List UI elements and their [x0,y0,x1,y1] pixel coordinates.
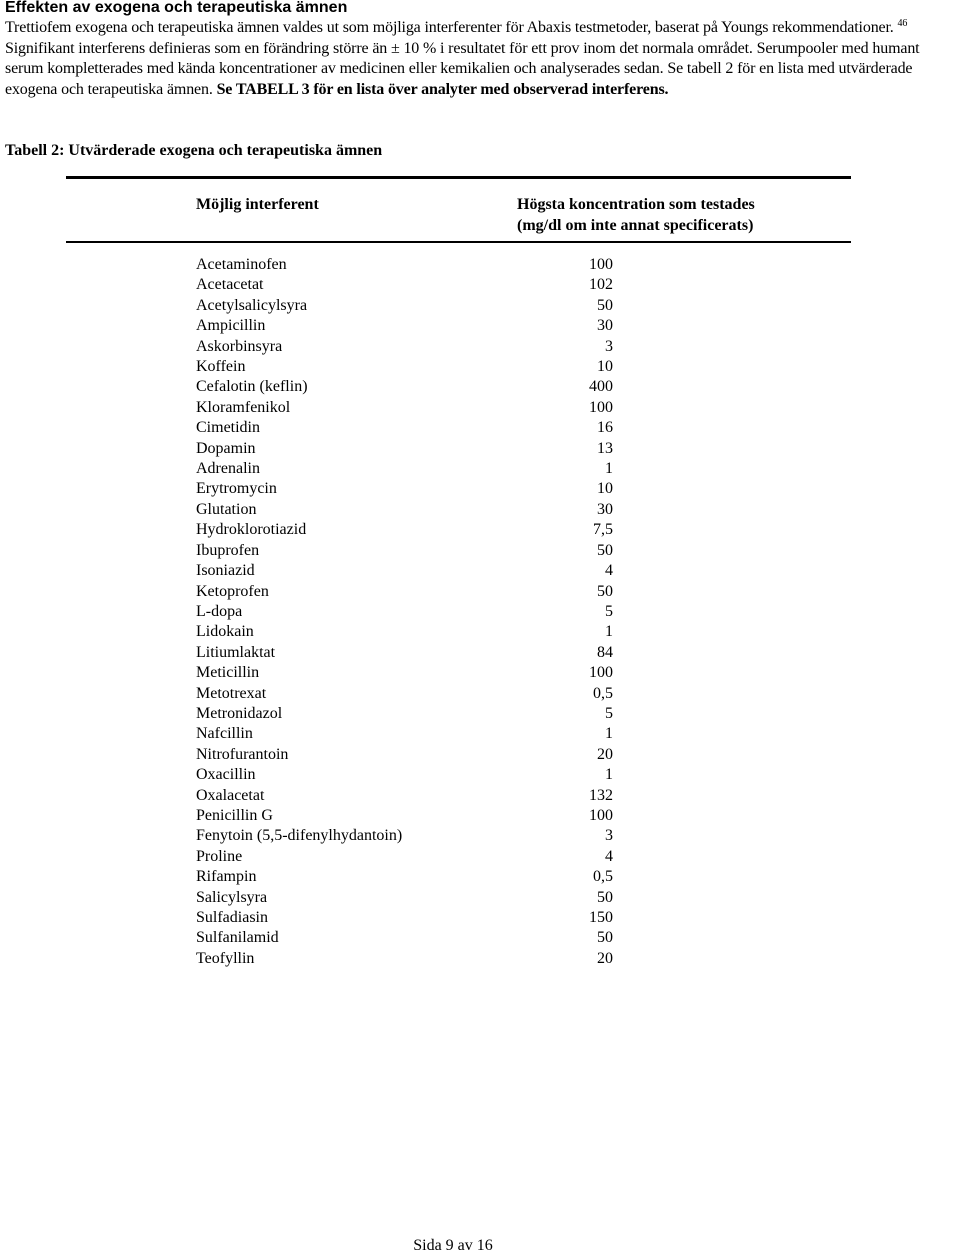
interferent-name: Kloramfenikol [196,398,291,416]
max-concentration-value: 400 [589,378,613,396]
intro-text-2: Signifikant interferens definieras som en förändring större än ± 10 % i resultatet för ett prov inom det normala området. Serumpooler med humant serum kompletterades med kända koncentrationer av medicinen eller kemikalien och analyserades sedan. Se tabell 2 för en lista med utvärderade exogena och terapeutiska ämnen. [5,39,920,98]
table-row [196,296,616,316]
interferent-name: Askorbinsyra [196,337,283,355]
reference-number: 46 [897,18,908,29]
max-concentration-value: 5 [605,602,613,620]
max-concentration-value: 7,5 [593,521,613,539]
max-concentration-value: 1 [605,623,613,641]
table-row [196,724,616,744]
table-row [196,418,616,438]
table-row [196,275,616,295]
interferent-name: Proline [196,847,243,865]
interferent-name: Dopamin [196,439,256,457]
max-concentration-value: 50 [597,541,613,559]
table-row [196,847,616,867]
interferent-name: Acetaminofen [196,256,287,273]
max-concentration-value: 132 [589,786,613,804]
max-concentration-value: 30 [597,317,613,335]
max-concentration-value: 5 [605,704,613,722]
interferent-name: Adrenalin [196,460,260,478]
max-concentration-value: 4 [605,847,613,865]
max-concentration-value: 102 [589,276,613,294]
table-row [196,908,616,928]
table-row [196,928,616,948]
table-row [196,826,616,846]
max-concentration-value: 100 [589,806,613,824]
interferent-name: Ibuprofen [196,541,260,559]
table-row [196,765,616,785]
interferent-name: Sulfanilamid [196,929,279,947]
interferent-name: Acetylsalicylsyra [196,296,308,314]
max-concentration-value: 150 [589,909,613,926]
interferent-name: Ampicillin [196,317,266,335]
max-concentration-value: 10 [597,358,613,376]
table-row [196,806,616,826]
table-row [196,582,616,602]
max-concentration-value: 50 [597,582,613,600]
interferent-name: Ketoprofen [196,582,269,600]
table-row [196,663,616,683]
interferent-name: Litiumlaktat [196,643,276,661]
max-concentration-value: 20 [597,745,613,763]
table-header-rule [66,241,851,243]
table-top-rule [66,176,851,179]
interferent-name: Glutation [196,500,257,518]
table-row [196,622,616,642]
table-body [196,255,616,969]
page-footer: Sida 9 av 16 [413,1237,493,1254]
interferent-name: Nafcillin [196,725,253,743]
max-concentration-value: 0,5 [593,684,613,702]
interferent-name: Meticillin [196,664,260,682]
interferent-name: Salicylsyra [196,888,268,906]
intro-text-1: Trettiofem exogena och terapeutiska ämnen valdes ut som möjliga interferenter för Abaxis testmetoder, baserat på Youngs rekommendationer. [5,19,894,36]
max-concentration-value: 4 [605,562,613,580]
max-concentration-value: 1 [605,766,613,784]
max-concentration-value: 16 [597,419,613,437]
interferent-name: Oxalacetat [196,786,265,804]
column-header-concentration-line1: Högsta koncentration som testades [517,196,755,213]
max-concentration-value: 3 [605,337,613,355]
section-heading: Effekten av exogena och terapeutiska ämnen [5,0,348,16]
table-row [196,643,616,663]
table-row [196,357,616,377]
max-concentration-value: 50 [597,888,613,906]
interferent-name: Sulfadiasin [196,909,268,926]
max-concentration-value: 1 [605,725,613,743]
interferent-name: Oxacillin [196,766,256,784]
interferent-name: Cefalotin (keflin) [196,378,308,396]
interferent-name: Penicillin G [196,806,273,824]
table-row [196,500,616,520]
max-concentration-value: 1 [605,460,613,478]
max-concentration-value: 10 [597,480,613,498]
table-row [196,398,616,418]
intro-bold-text: Se TABELL 3 för en lista över analyter med observerad interferens. [216,80,669,98]
table-row [196,561,616,581]
table-row [196,867,616,887]
max-concentration-value: 30 [597,500,613,518]
max-concentration-value: 84 [597,643,613,661]
table-row [196,337,616,357]
interferent-name: Nitrofurantoin [196,745,289,763]
table-row [196,745,616,765]
column-header-concentration [517,194,755,236]
max-concentration-value: 50 [597,296,613,314]
table-row [196,255,616,275]
interferent-name: Isoniazid [196,562,255,580]
table-row [196,459,616,479]
column-header-concentration-line2: (mg/dl om inte annat specificerats) [517,217,754,234]
interferent-name: Acetacetat [196,276,264,294]
table-row [196,479,616,499]
interferent-name: Metronidazol [196,704,283,722]
max-concentration-value: 100 [589,398,613,416]
max-concentration-value: 100 [589,256,613,273]
max-concentration-value: 3 [605,827,613,845]
interferent-name: Hydroklorotiazid [196,521,307,539]
interferent-name: Erytromycin [196,480,277,498]
intro-paragraph [5,18,957,100]
interferent-name: Teofyllin [196,949,255,967]
table-row [196,316,616,336]
interferent-name: Koffein [196,358,246,376]
interferent-name: Metotrexat [196,684,267,702]
table-row [196,541,616,561]
interferent-name: Cimetidin [196,419,260,437]
max-concentration-value: 0,5 [593,868,613,886]
table-row [196,949,616,969]
column-header-interferent: Möjlig interferent [196,196,319,213]
table-row [196,602,616,622]
table-row [196,377,616,397]
table-row [196,520,616,540]
max-concentration-value: 20 [597,949,613,967]
table-row [196,439,616,459]
interferent-name: Lidokain [196,623,254,641]
max-concentration-value: 100 [589,664,613,682]
table-row [196,684,616,704]
table-title: Tabell 2: Utvärderade exogena och terapeutiska ämnen [5,142,383,159]
interferent-name: L-dopa [196,602,243,620]
max-concentration-value: 50 [597,929,613,947]
interferent-name: Fenytoin (5,5-difenylhydantoin) [196,827,403,845]
table-row [196,786,616,806]
interferent-name: Rifampin [196,868,257,886]
table-row [196,704,616,724]
table-row [196,888,616,908]
max-concentration-value: 13 [597,439,613,457]
